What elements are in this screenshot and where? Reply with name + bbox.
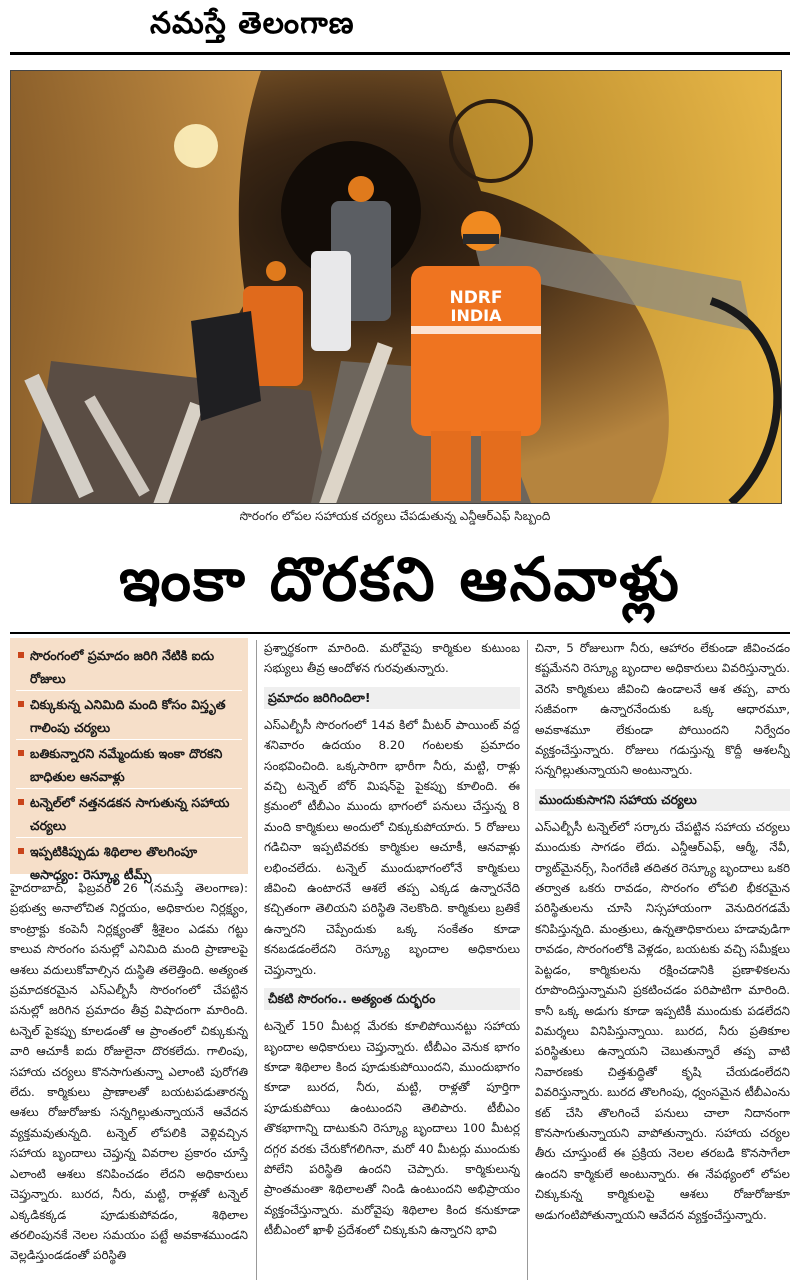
- bullet-icon: [18, 750, 24, 756]
- subheading-how-it-happened: ప్రమాదం జరిగిందిలా!: [264, 687, 520, 709]
- article-column-2: [264, 638, 520, 1278]
- highlight-text: ఇప్పటికిప్పుడు శిథిలాల తొలగింపూ అసాధ్యం: రెస్క్యూ టీమ్స్: [30, 844, 198, 882]
- column-2-body-2: టన్నెల్ 150 మీటర్ల మేరకు కూలిపోయినట్టు సహాయ బృందాల అధికారులు చెప్తున్నారు. టీబీఎం వెనుక భాగం కూడా శిథిలాల కింద పూడుకుపోయిందని, ముందుభాగం కూడా బురద, నీరు, మట్టి, రాళ్లతో పూర్తిగా పూడుకుపోయి ఉంటుందని తెలిపారు. టీబీఎం తొకభాగాన్ని దాటుకుని రెస్క్యూ బృందాలు 100 మీటర్ల దగ్గర వరకు చేరుకోగలిగినా, మరో 40 మీటర్లు ముందుకు పోలేని పరిస్థితి ఉందని చెప్పారు. కార్మికులున్న ప్రాంతమంతా శిథిలాలతో నిండి ఉంటుందని అభిప్రాయం వ్యక్తంచేస్తున్నారు. మరోవైపు శిథిలాల కింద కనుకూడా టీబీఎంలో ఖాళీ ప్రదేశంలో చిక్కుకుని ఉన్నారని భావి: [264, 1019, 520, 1238]
- highlight-item: [16, 693, 242, 740]
- masthead: [0, 0, 800, 62]
- rescue-photo: [10, 70, 782, 504]
- masthead-divider: [10, 52, 790, 55]
- vest-india-text: INDIA: [450, 306, 502, 325]
- column-divider: [527, 640, 528, 1280]
- highlight-item: [16, 791, 242, 838]
- highlight-item: [16, 644, 242, 691]
- newspaper-title: నమస్తే తెలంగాణ: [150, 6, 355, 41]
- article-column-3: [535, 638, 790, 1278]
- bullet-icon: [18, 799, 24, 805]
- highlight-text: టన్నెల్‌లో నత్తనడకన సాగుతున్న సహాయ చర్యలు: [30, 795, 230, 833]
- tunnel-scene-illustration: [11, 71, 781, 503]
- photo-caption: సొరంగం లోపల సహాయక చర్యలు చేపడుతున్న ఎన్డీఆర్ఎఫ్ సిబ్బంది: [239, 509, 551, 523]
- subheading-rescue-stalled: ముందుకుసాగని సహాయ చర్యలు: [535, 789, 790, 811]
- highlight-text: చిక్కుకున్న ఎనిమిది మంది కోసం విస్తృత గాలింపు చర్యలు: [30, 697, 226, 735]
- column-2-intro: ప్రశ్నార్థకంగా మారింది. మరోవైపు కార్మికుల కుటుంబ సభ్యులు తీవ్ర ఆందోళన గురవుతున్నారు.: [264, 641, 520, 676]
- column-divider: [256, 640, 257, 1280]
- subheading-dark-tunnel: చీకటి సొరంగం.. అత్యంత దుర్భరం: [264, 988, 520, 1010]
- article-column-1: [10, 878, 248, 1278]
- bullet-icon: [18, 701, 24, 707]
- column-1-body: హైదరాబాద్, ఫిబ్రవరి 26 (నమస్తే తెలంగాణ): ప్రభుత్వ అనాలోచిత నిర్ణయం, అధికారుల నిర్లక్ష్యం, కాంట్రాక్టు కంపెనీ నిర్లక్ష్యంతో శ్రీశైలం ఎడమ గట్టు కాలువ సొరంగం పనుల్లో ఎనిమిది మంది ప్రాణాలపై ఆశలు వదులుకోవాల్సిన దుస్థితి తలెత్తింది. అత్యంత ప్రమాదకరమైన ఎస్ఎల్బీసీ సొరంగంలో చేపట్టిన పనుల్లో జరిగిన ప్రమాదం తీవ్ర విషాదంగా మారింది. టన్నెల్ పైకప్పు కూలడంతో ఆ ప్రాంతంలో చిక్కుకున్న వారి ఆచూకీ ఐదు రోజులైనా దొరకలేదు. గాలింపు, సహాయ చర్యలు కొనసాగుతున్నా ఎలాంటి పురోగతి లేదు. కార్మికులు ప్రాణాలతో బయటపడుతారన్న ఆశలు రోజురోజుకు సన్నగిల్లుతున్నాయనే ఆవేదన వ్యక్తమవుతున్నది. టన్నెల్ లోపలికి వెళ్లివచ్చిన సహాయ బృందాలు చెప్తున్న వివరాల ప్రకారం చూస్తే ఎలాంటి ఆశలు కనిపించడం లేదని అధికారులు చెప్తున్నారు. బురద, నీరు, మట్టి, రాళ్లతో టన్నెల్ ఎక్కడికక్కడ పూడుకుపోవడం, శిథిలాల తరలింపునకే నెలల సమయం పట్టే అవకాశముండని వెల్లడిస్తుండడంతో పరిస్థితి: [10, 881, 248, 1263]
- highlights-box: [10, 638, 248, 882]
- bullet-icon: [18, 848, 24, 854]
- headline-divider: [10, 632, 790, 634]
- highlight-text: బతికున్నారని నమ్మేందుకు ఇంకా దొరకని బాధితుల ఆనవాళ్లు: [30, 746, 223, 784]
- bullet-icon: [18, 652, 24, 658]
- highlight-item: [16, 742, 242, 789]
- column-3-intro: చినా, 5 రోజులుగా నీరు, ఆహారం లేకుండా జీవించడం కష్టమేనని రెస్క్యూ బృందాల అధికారులు వివరిస్తున్నారు. వెరసి కార్మికులు జీవించి ఉండాలనే ఆశ తప్ప, వారు సజీవంగా ఉన్నారనేందుకు ఒక్క ఆధారమూ, అవకాశమూ లేకుండా పోయిందని నిర్వేదం వ్యక్తంచేస్తున్నారు. రోజులు గడుస్తున్న కొద్దీ ఆశలన్నీ సన్నగిల్లుతున్నాయని అంటున్నారు.: [535, 641, 790, 778]
- highlight-text: సొరంగంలో ప్రమాదం జరిగి నేటికి ఐదు రోజులు: [30, 648, 215, 686]
- headline: ఇంకా దొరకని ఆనవాళ్లు: [119, 545, 681, 615]
- vest-ndrf-text: NDRF: [449, 288, 503, 308]
- column-2-body-1: ఎస్ఎల్బీసీ సొరంగంలో 14వ కిలో మీటర్ పాయింట్ వద్ద శనివారం ఉదయం 8.20 గంటలకు ప్రమాదం సంభవించింది. ఒక్కసారిగా భారీగా నీరు, మట్టి, రాళ్లు వచ్చి టన్నెల్ బోర్ మిషన్‌పై పైకప్పు కూలింది. ఈ క్రమంలో టీబీఎం ముందు భాగంలో పనులు చేస్తున్న 8 మంది కార్మికులు అందులో చిక్కుకుపోయారు. 5 రోజులు గడిచినా ఇప్పటివరకు కార్మికుల ఆచూకీ, ఆనవాళ్లు లభించలేదు. టన్నెల్ ముందుభాగంలోనే కార్మికులు జీవించి ఉంటారనే ఆశలే తప్ప ఎక్కడ ఉన్నారనేది కచ్చితంగా తెలియని పరిస్థితి నెలకొంది. కార్మికులు బ్రతికే ఉన్నారని చెప్పేందుకు ఒక్క సంకేతం కూడా కనబడడంలేదని రెస్క్యూ బృందాల అధికారులు చెప్తున్నారు.: [264, 717, 520, 977]
- column-3-body: ఎస్ఎల్బీసీ టన్నెల్‌లో సర్కారు చేపట్టిన సహాయ చర్యలు ముందుకు సాగడం లేదు. ఎన్డీఆర్ఎఫ్, ఆర్మీ, నేవీ, ర్యాట్‌మైనర్స్, సింగరేణి తదితర రెస్క్యూ బృందాలు ఒకరి తర్వాత ఒకరు రావడం, సొరంగం లోపలి భీకరమైన పరిస్థితులను చూసి నిస్సహాయంగా వెనుదిరగడమే కనిపిస్తున్నది. మంత్రులు, ఉన్నతాధికారులు హడావుడిగా రావడం, సొరంగంలోకి వెళ్లడం, బయటకు వచ్చి సమీక్షలు పెట్టడం, కార్మికులను రక్షించడానికి ప్రణాళికలను రూపొందిస్తున్నామని ప్రకటించడం పరిపాటిగా మారింది. కానీ ఒక్క అడుగు కూడా ఇప్పటికీ ముందుకు పడలేదని విమర్శలు వినిపిస్తున్నాయి. బురద, నీరు ప్రతికూల పరిస్థితులు ఉన్నాయని చెబుతున్నారే తప్ప వాటి నివారణకు చిత్తశుద్ధితో కృషి చేయడంలేదని వివరిస్తున్నారు. బురద తొలగింపు, ధ్వంసమైన టీబీఎంను కట్ చేసి తొలగించే పనులు చాలా నిదానంగా కొనసాగుతున్నాయని వాపోతున్నారు. సహాయ చర్యల తీరు చూస్తుంటే ఈ ప్రక్రియ నెలల తరబడి కొనసాగేలా ఉందని కార్మికులే అంటున్నారు. ఈ నేపథ్యంలో లోపల చిక్కుకున్న కార్మికులపై ఆశలు రోజురోజుకూ అడుగంటిపోతున్నాయని ఆవేదన వ్యక్తంచేస్తున్నారు.: [535, 819, 790, 1222]
